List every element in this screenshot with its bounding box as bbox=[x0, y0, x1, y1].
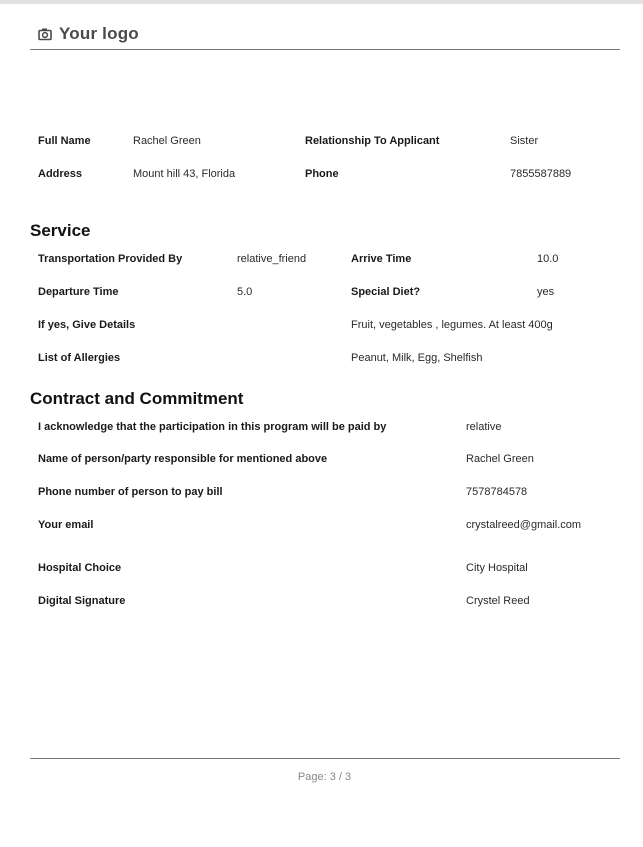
relationship-label: Relationship To Applicant bbox=[305, 135, 440, 147]
arrive-time-value: 10.0 bbox=[537, 253, 559, 265]
departure-time-value: 5.0 bbox=[237, 286, 253, 298]
paid-by-value: relative bbox=[466, 421, 502, 433]
relationship-value: Sister bbox=[510, 135, 539, 147]
transport-label: Transportation Provided By bbox=[38, 253, 183, 265]
responsible-label: Name of person/party responsible for mentioned above bbox=[38, 453, 328, 465]
service-title: Service bbox=[30, 221, 91, 240]
address-value: Mount hill 43, Florida bbox=[133, 168, 236, 180]
special-diet-label: Special Diet? bbox=[351, 286, 421, 298]
hospital-value: City Hospital bbox=[466, 562, 528, 574]
footer-divider bbox=[30, 758, 620, 759]
address-label: Address bbox=[38, 168, 83, 180]
full-name-label: Full Name bbox=[38, 135, 91, 147]
allergies-label: List of Allergies bbox=[38, 352, 121, 364]
transport-value: relative_friend bbox=[237, 253, 307, 265]
pay-phone-value: 7578784578 bbox=[466, 486, 528, 498]
hospital-label: Hospital Choice bbox=[38, 562, 122, 574]
email-label: Your email bbox=[38, 519, 94, 531]
phone-value: 7855587889 bbox=[510, 168, 572, 180]
special-diet-value: yes bbox=[537, 286, 555, 298]
diet-details-value: Fruit, vegetables , legumes. At least 400g bbox=[351, 319, 553, 331]
camera-icon bbox=[38, 27, 52, 41]
signature-value: Crystel Reed bbox=[466, 595, 530, 607]
logo bbox=[38, 24, 139, 44]
allergies-value: Peanut, Milk, Egg, Shelfish bbox=[351, 352, 483, 364]
top-border bbox=[0, 0, 643, 4]
paid-by-label: I acknowledge that the participation in this program will be paid by bbox=[38, 421, 387, 433]
phone-label: Phone bbox=[305, 168, 339, 180]
arrive-time-label: Arrive Time bbox=[351, 253, 412, 265]
page-number: Page: 3 / 3 bbox=[297, 771, 352, 783]
diet-details-label: If yes, Give Details bbox=[38, 319, 136, 331]
full-name-value: Rachel Green bbox=[133, 135, 201, 147]
responsible-value: Rachel Green bbox=[466, 453, 534, 465]
logo-text: Your logo bbox=[59, 24, 139, 43]
contract-title: Contract and Commitment bbox=[30, 389, 244, 408]
departure-time-label: Departure Time bbox=[38, 286, 119, 298]
signature-label: Digital Signature bbox=[38, 595, 126, 607]
email-value: crystalreed@gmail.com bbox=[466, 519, 582, 531]
pay-phone-label: Phone number of person to pay bill bbox=[38, 486, 223, 498]
page-header bbox=[30, 22, 620, 50]
